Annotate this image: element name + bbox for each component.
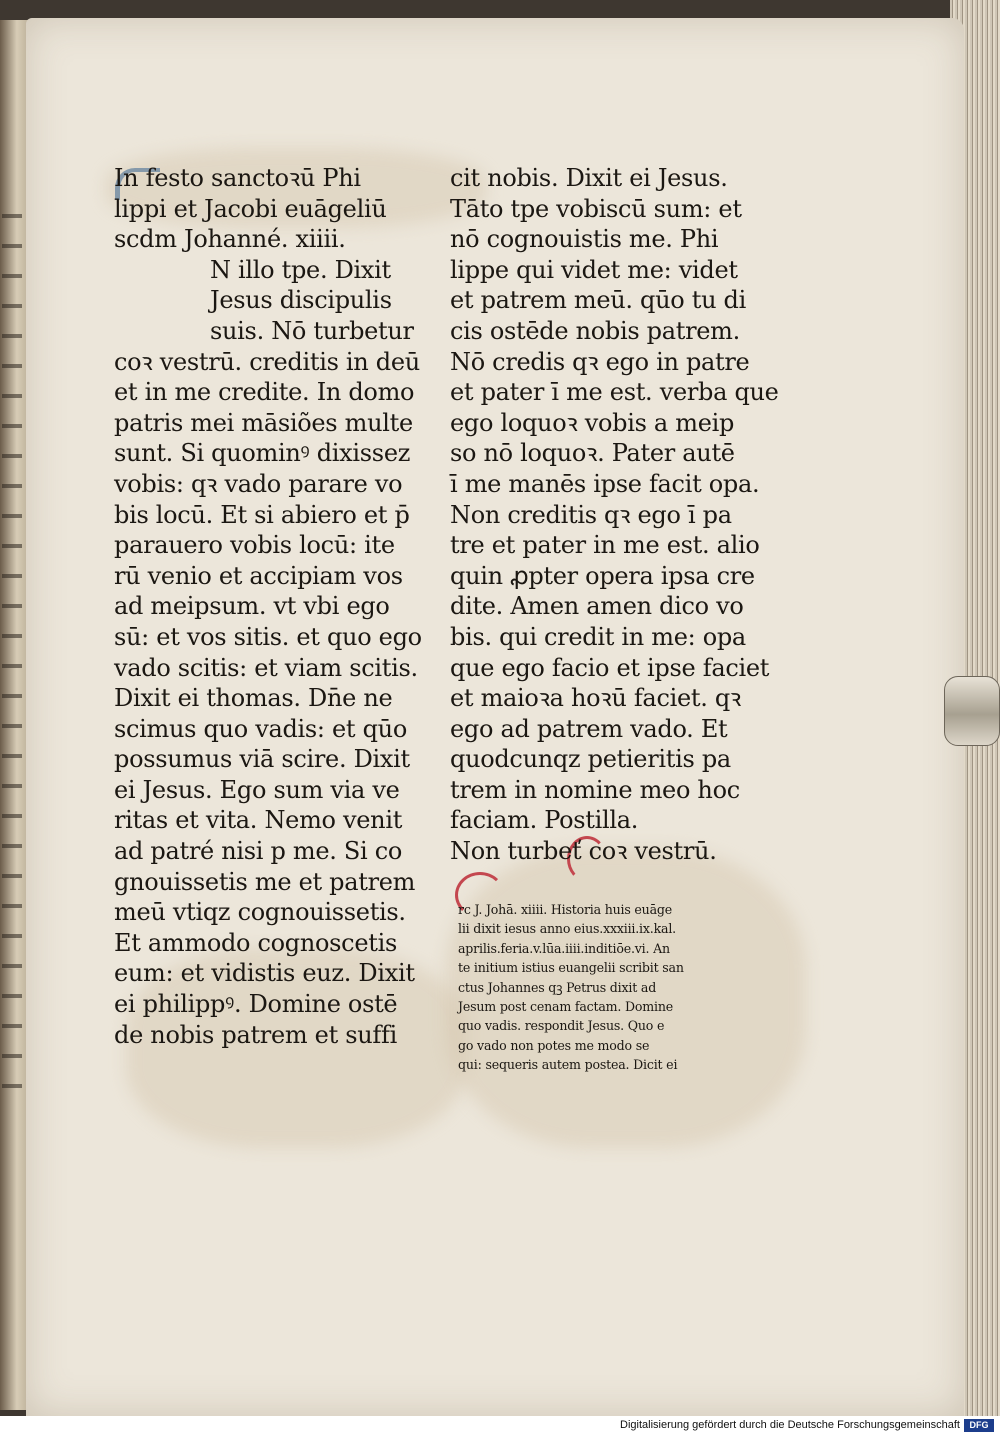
text-line: ad meipsum. vt vbi ego xyxy=(114,592,390,621)
text-line: Jesus discipulis xyxy=(210,286,392,315)
text-line: In festo sanctoꝛū Phi xyxy=(114,164,361,192)
text-line: so nō loquoꝛ. Pater autē xyxy=(450,439,735,468)
text-line: sunt. Si quominꝰ dixissez xyxy=(114,439,411,468)
text-line: gnouissetis me et patrem xyxy=(114,867,416,896)
left-page-text-fragments xyxy=(2,200,22,1100)
text-line: ī me manēs ipse facit opa. xyxy=(450,469,760,498)
text-line: ei Jesus. Ego sum via ve xyxy=(114,775,400,804)
dfg-logo: DFG xyxy=(964,1419,994,1432)
text-line: Non creditis qꝛ ego ī pa xyxy=(450,500,732,529)
text-line: nō cognouistis me. Phi xyxy=(450,225,719,254)
text-line: que ego facio et ipse faciet xyxy=(450,653,770,682)
gloss-line: rc J. Johā. xiiii. Historia huis euāge xyxy=(458,902,673,917)
text-line: coꝛ vestrū. creditis in deū xyxy=(114,347,420,376)
text-line: cit nobis. Dixit ei Jesus. xyxy=(450,164,728,192)
text-line: lippi et Jacobi euāgeliū xyxy=(114,194,387,223)
gloss-line: Jesum post cenam factam. Domine xyxy=(458,999,674,1015)
text-line: tre et pater in me est. alio xyxy=(450,531,760,560)
footer-bar xyxy=(0,1416,1000,1436)
text-line: sū: et vos sitis. et quo ego xyxy=(114,622,422,651)
text-line: ego ad patrem vado. Et xyxy=(450,714,728,743)
text-line: Non turbeť coꝛ vestrū. xyxy=(450,837,717,866)
text-line: bis. qui credit in me: opa xyxy=(450,622,746,651)
gloss-line: ctus Johannes qꝫ Petrus dixit ad xyxy=(458,979,657,995)
text-line: de nobis patrem et suffi xyxy=(114,1020,397,1049)
text-line: eum: et vidistis euz. Dixit xyxy=(114,959,415,988)
text-line: possumus viā scire. Dixit xyxy=(114,745,410,774)
gloss-line: lii dixit iesus anno eius.xxxiii.ix.kal. xyxy=(458,921,676,937)
text-line: dite. Amen amen dico vo xyxy=(450,592,744,621)
text-line: cis ostēde nobis patrem. xyxy=(450,316,740,345)
text-line: Dixit ei thomas. Dn̄e ne xyxy=(114,684,393,713)
text-line: et patrem meū. qūo tu di xyxy=(450,286,746,315)
text-line: ad patré nisi p me. Si co xyxy=(114,837,403,866)
gloss-line: aprilis.feria.v.lūa.iiii.inditiōe.vi. An xyxy=(458,940,670,956)
text-line: scimus quo vadis: et qūo xyxy=(114,714,407,743)
text-line: bis locū. Et si abiero et p̄ xyxy=(114,500,410,529)
column-right xyxy=(450,163,779,867)
text-line: faciam. Postilla. xyxy=(450,806,639,835)
text-line: ei philippꝰ. Domine ostē xyxy=(114,990,398,1019)
text-line: N illo tpe. Dixit xyxy=(210,255,391,284)
left-page-edge xyxy=(0,20,28,1410)
text-line: vobis: qꝛ vado parare vo xyxy=(114,469,403,498)
text-line: rū venio et accipiam vos xyxy=(114,561,403,590)
text-line: Tāto tpe vobiscū sum: et xyxy=(450,194,742,223)
column-left xyxy=(114,163,422,1050)
text-line: quin ꝓpter opera ipsa cre xyxy=(450,561,755,590)
text-line: parauero vobis locū: ite xyxy=(114,531,395,560)
commentary-gloss xyxy=(458,900,684,1075)
funding-credit: Digitalisierung gefördert durch die Deutsche Forschungsgemeinschaft xyxy=(620,1419,960,1431)
text-line: et maioꝛa hoꝛū faciet. qꝛ xyxy=(450,684,742,713)
text-line: meū vtiqz cognouissetis. xyxy=(114,898,406,927)
gloss-line: qui: sequeris autem postea. Dicit ei xyxy=(458,1057,678,1073)
text-line: et in me credite. In domo xyxy=(114,378,415,407)
text-line: Nō credis qꝛ ego in patre xyxy=(450,347,750,376)
text-line: Et ammodo cognoscetis xyxy=(114,928,397,957)
text-line: scdm Johanné. xiiii. xyxy=(114,225,346,254)
text-line: suis. Nō turbetur xyxy=(210,316,414,345)
text-line: vado scitis: et viam scitis. xyxy=(114,653,418,682)
bookmark-tab xyxy=(944,676,1000,746)
text-line: ritas et vita. Nemo venit xyxy=(114,806,403,835)
text-line: lippe qui videt me: videt xyxy=(450,255,738,284)
text-line: et pater ī me est. verba que xyxy=(450,378,779,407)
gloss-line: quo vadis. respondit Jesus. Quo e xyxy=(458,1018,665,1034)
text-line: quodcunqz petieritis pa xyxy=(450,745,731,774)
gloss-line: te initium istius euangelii scribit san xyxy=(458,960,684,976)
text-line: ego loquoꝛ vobis a meip xyxy=(450,408,735,437)
text-line: patris mei māsiões multe xyxy=(114,408,413,437)
gloss-line: go vado non potes me modo se xyxy=(458,1037,650,1053)
text-line: trem in nomine meo hoc xyxy=(450,775,740,804)
